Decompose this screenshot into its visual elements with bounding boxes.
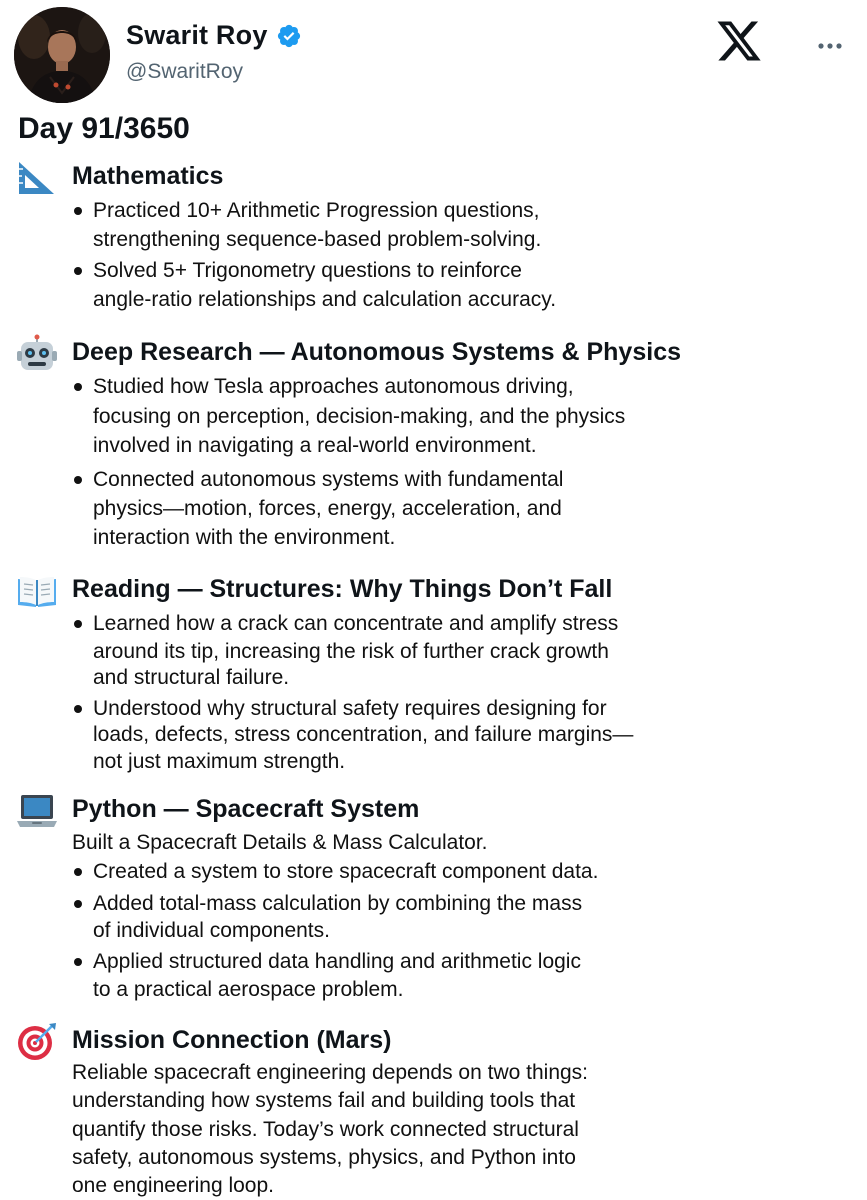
bullet-line: of individual components. — [93, 919, 330, 942]
bullet-line: Understood why structural safety requires designing for — [93, 697, 607, 720]
bullet-line: Added total-mass calculation by combining the mass — [93, 892, 583, 915]
laptop-icon — [16, 791, 58, 831]
triangular-ruler-icon — [16, 158, 58, 198]
direct-hit-target-icon — [16, 1022, 58, 1062]
bullet-dot — [74, 267, 82, 275]
bullet-line: Connected autonomous systems with fundamental — [93, 468, 564, 491]
bullet-line: Solved 5+ Trigonometry questions to reinforce — [93, 259, 522, 282]
bullet-dot — [74, 207, 82, 215]
bullet-line: Applied structured data handling and arithmetic logic — [93, 950, 581, 973]
paragraph-line: quantify those risks. Today’s work connected structural — [72, 1118, 579, 1141]
avatar[interactable] — [14, 7, 110, 103]
bullet-line: interaction with the environment. — [93, 526, 396, 549]
paragraph-line: one engineering loop. — [72, 1174, 275, 1197]
bullet-line: around its tip, increasing the risk of further crack growth — [93, 640, 609, 663]
bullet-line: angle-ratio relationships and calculation accuracy. — [93, 288, 557, 311]
bullet-dot — [74, 383, 82, 391]
section-title: Deep Research — Autonomous Systems & Physics — [72, 338, 681, 366]
section-title: Reading — Structures: Why Things Don’t Fall — [72, 575, 613, 603]
bullet-dot — [74, 958, 82, 966]
bullet-line: to a practical aerospace problem. — [93, 978, 404, 1001]
section-heading — [0, 1022, 867, 1062]
bullet-line: strengthening sequence-based problem-solving. — [93, 228, 542, 251]
section-heading — [0, 791, 867, 831]
bullet-line: Created a system to store spacecraft component data. — [93, 860, 599, 883]
bullet-dot — [74, 868, 82, 876]
robot-icon — [16, 334, 58, 374]
more-options-icon[interactable] — [812, 28, 848, 64]
paragraph-line: safety, autonomous systems, physics, and Python into — [72, 1146, 576, 1169]
bullet-dot — [74, 705, 82, 713]
verified-badge-icon — [276, 23, 302, 49]
bullet-line: not just maximum strength. — [93, 750, 346, 773]
paragraph-line: Reliable spacecraft engineering depends on two things: — [72, 1061, 589, 1084]
author-name-row[interactable] — [126, 20, 302, 51]
section-title: Python — Spacecraft System — [72, 795, 420, 823]
author-name[interactable]: Swarit Roy — [126, 20, 268, 50]
section-heading — [0, 334, 867, 374]
tweet-header — [0, 0, 867, 110]
bullet-line: Studied how Tesla approaches autonomous driving, — [93, 375, 574, 398]
section-heading — [0, 571, 867, 611]
day-counter: Day 91/3650 — [18, 112, 190, 145]
bullet-dot — [74, 476, 82, 484]
bullet-line: and structural failure. — [93, 666, 290, 689]
section-title: Mathematics — [72, 162, 224, 190]
avatar-portrait — [14, 7, 110, 103]
bullet-dot — [74, 620, 82, 628]
x-logo-icon[interactable] — [715, 17, 763, 65]
bullet-line: Learned how a crack can concentrate and amplify stress — [93, 612, 619, 635]
bullet-line: Practiced 10+ Arithmetic Progression questions, — [93, 199, 540, 222]
bullet-line: loads, defects, stress concentration, and failure margins— — [93, 723, 634, 746]
section-heading — [0, 158, 867, 198]
paragraph-line: understanding how systems fail and building tools that — [72, 1089, 576, 1112]
section-intro: Built a Spacecraft Details & Mass Calculator. — [72, 831, 488, 854]
section-title: Mission Connection (Mars) — [72, 1026, 392, 1054]
open-book-icon — [16, 571, 58, 611]
bullet-line: focusing on perception, decision-making, and the physics — [93, 405, 626, 428]
bullet-line: physics—motion, forces, energy, acceleration, and — [93, 497, 562, 520]
author-handle[interactable]: @SwaritRoy — [126, 60, 244, 83]
bullet-dot — [74, 900, 82, 908]
bullet-line: involved in navigating a real-world environment. — [93, 434, 537, 457]
